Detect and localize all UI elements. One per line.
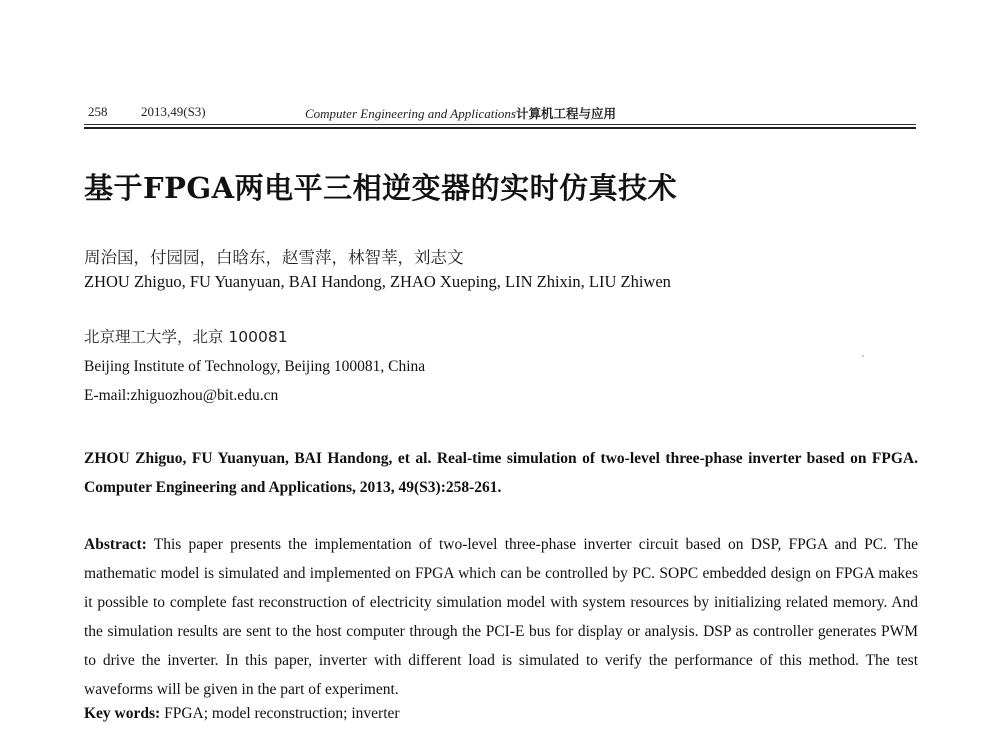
keywords-label: Key words: — [84, 705, 161, 722]
affiliation-english: Beijing Institute of Technology, Beijing 100081, China — [84, 358, 426, 375]
year-issue: 2013,49(S3) — [141, 104, 206, 119]
abstract-text: This paper presents the implementation of two-level three-phase inverter circuit based on DSP, FPGA and PC. The mathematic model is simulated and implemented on FPGA which can be controlled by PC. SOPC embedded design on FPGA makes it possible to complete fast reconstruction of electricity simulation model with system resources by initializing related memory. And the simulation results are sent to the host computer through the PCI-E bus for display or analysis. DSP as controller generates PWM to drive the inverter. In this paper, inverter with different load is simulated to verify the performance of this method. The test waveforms will be given in the part of experiment. — [84, 536, 918, 698]
email-address: E-mail:zhiguozhou@bit.edu.cn — [84, 387, 279, 404]
paper-title: 基于FPGA两电平三相逆变器的实时仿真技术 — [84, 171, 678, 205]
running-header — [84, 102, 916, 122]
journal-name — [305, 104, 616, 122]
affiliation-chinese: 北京理工大学，北京 100081 — [84, 328, 288, 346]
abstract-label: Abstract: — [84, 536, 147, 553]
header-rule-thick — [84, 127, 916, 129]
keywords-text: FPGA; model reconstruction; inverter — [164, 705, 400, 722]
page-number: 258 — [88, 104, 108, 119]
journal-name-cn: 计算机工程与应用 — [516, 106, 617, 121]
authors-chinese: 周治国，付园园，白晗东，赵雪萍，林智莘，刘志文 — [84, 248, 464, 267]
authors-english: ZHOU Zhiguo, FU Yuanyuan, BAI Handong, ZHAO Xueping, LIN Zhixin, LIU Zhiwen — [84, 272, 671, 291]
journal-name-en: Computer Engineering and Applications — [305, 106, 516, 121]
scan-speck — [862, 355, 864, 357]
header-rule-thin — [84, 124, 916, 125]
citation-block: ZHOU Zhiguo, FU Yuanyuan, BAI Handong, et al. Real-time simulation of two-level three-phase inverter based on FPGA. Computer Engineering and Applications, 2013, 49(S3):258-261. — [84, 450, 918, 496]
keywords-line — [84, 705, 400, 723]
abstract-block — [84, 530, 918, 704]
